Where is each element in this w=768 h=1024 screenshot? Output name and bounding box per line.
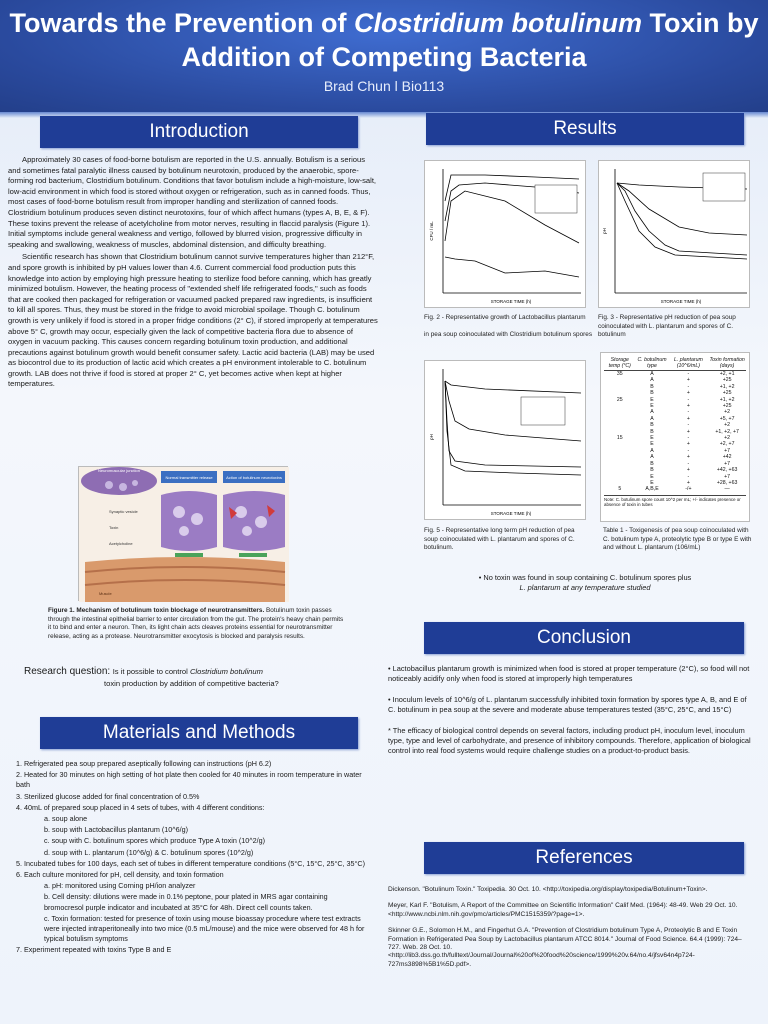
method-substep: c. Toxin formation: tested for presence of toxin using mouse bioassay procedure where test extracts were injected intraperitoneally into two mice (0.5 mL/mouse) and the mice were observed for 48 h for typical botulism symptoms (44, 913, 365, 944)
table-cell: + (686, 428, 690, 435)
fig5-xlabel: STORAGE TIME (h) (490, 511, 532, 516)
research-question-part-1: Is it possible to control (112, 667, 190, 676)
materials-heading: Materials and Methods (40, 717, 358, 749)
table-cell: +42 (722, 454, 732, 461)
method-substep: d. soup with L. plantarum (10^6/g) & C. botulinum spores (10^2/g) (44, 847, 254, 857)
title-part-2: Toxin by (642, 8, 759, 38)
poster-header (0, 0, 768, 112)
method-substep: b. Cell density: dilutions were made in 0.1% peptone, pour plated in MRS agar containing bromocresol purple indicator and incubated at 35°C for 48h. Direct cell counts taken. (44, 892, 328, 912)
table-cell: A (650, 377, 654, 384)
table-cell: E (650, 403, 654, 410)
conclusion-heading: Conclusion (424, 622, 744, 654)
poster-title (0, 0, 768, 74)
table-cell: -/+ (685, 486, 692, 493)
table-cell: E (650, 396, 654, 403)
conclusion-point-3: * The efficacy of biological control depends on several factors, including product pH, inoculum level, inoculum type, type and level of carbohydrate, and presence of inhibitory compounds. Therefore, application of biological control into real food systems would require challenge studies on a product-to-product basis. (388, 725, 751, 756)
table-cell: +1, +2, +7 (715, 428, 739, 435)
label-toxin-action: Action of botulinum neurotoxins (226, 475, 282, 480)
method-substep: c. soup with C. botulinum spores which produce Type A toxin (10^2/g) (44, 836, 265, 846)
table-row (604, 486, 746, 492)
label-normal: Normal transmitter release (165, 475, 213, 480)
table-cell: B (650, 460, 654, 467)
method-step: 6. Each culture monitored for pH, cell density, and toxin formation (16, 870, 224, 880)
conclusion-point-2: • Inoculum levels of 10^6/g of L. plantarum successfully inhibited toxin formation by spores type A, B, and E of C. botulinum in pea soup at the severe and moderate abuse temperatures tested (35°C, 25°C, and 15°C) (388, 694, 747, 715)
introduction-heading: Introduction (40, 116, 358, 148)
table-cell: 5 (618, 486, 622, 493)
fig5-ylabel: pH (429, 434, 434, 440)
table-cell: +25 (722, 377, 732, 384)
table-header-row (604, 356, 746, 371)
table-cell: A (650, 415, 654, 422)
conclusion-body (388, 664, 754, 767)
fig2-xlabel: STORAGE TIME (h) (490, 299, 532, 304)
results-note-line-2: L. plantarum at any temperature studied (519, 583, 651, 592)
introduction-body (8, 155, 378, 392)
method-step: 7. Experiment repeated with toxins Type B and E (16, 945, 172, 955)
method-substep: a. pH: monitored using Corning pH/ion analyzer (44, 881, 196, 891)
method-step: 4. 40mL of prepared soup placed in 4 sets of tubes, with 4 different conditions: (16, 802, 265, 812)
table-cell: 25 (616, 396, 623, 403)
table-cell: - (687, 422, 690, 429)
conclusion-point-1: • Lactobacillus plantarum growth is minimized when food is stored at proper temperature (2°C), so food will not noticeably acidify only when food is stored at improperly high temperatures (388, 664, 750, 684)
intro-paragraph-2: Scientific research has shown that Clostridium botulinum cannot survive temperatures higher than 212°F, and spore growth is inhibited by pH values lower than 4.6. Current commercial food production puts this knowledge into action by employing high pressure heating to sterilize food before canning, which has greatly minimized botulism. However, the heating process of "extended shelf life refrigerated foods," such as foods that are cooked then packaged for refrigeration or vacuumed packed prepared raw ingredients, is insufficient to kill all spores. Thus, they must be stored in the fridge to avoid microbial spoilage. Though C. botulinum growth is very unlikely if food is stored in a proper fridge conditions (2° C), if stored improperly at temperatures above 5° C, growth may occur, especially given the lack of competitive bacteria flora due to absence of oxygen in vacuum packing. This causes concern regarding botulinum toxin production, and additional precautions against botulinum growth would benefit consumer safety. Lactic acid bacteria (LAB) may be used as biocontrol due to its production of lactic acid which creates a pH environment intolerable to C. botulinum growth. LAB does not thrive if food is stored at proper 2° C, yet becomes active when kept at higher temperatures. (8, 252, 378, 389)
fig3-xlabel: STORAGE TIME (h) (660, 299, 702, 304)
method-step: 2. Heated for 30 minutes on high setting of hot plate then cooled for 40 minutes in room temperature in water bath (16, 770, 362, 790)
reference-item: Skinner G.E., Solomon H.M., and Fingerhut G.A. "Prevention of Clostridium botulinum Type A, Proteolytic B and E Toxin Formation in Refrigerated Pea Soup by Lactobacillus plantarum ATCC 8014." Journal of Food Science. 64.4 (1999): 724–727. Web. 28 Oct. 10. <http://lib3.dss.go.th/fulltext/Journal/Journal%20of%20food%20science/1999%20v.64/no.4/jfsv64n4p724-727ms3898%5B1%5D.pdf>. (388, 927, 742, 968)
method-step: 5. Incubated tubes for 100 days, each set of tubes in different temperature conditions (5°C, 15°C, 25°C, 35°C) (16, 858, 365, 868)
table-cell: +7 (724, 460, 731, 467)
figure-5-caption: Fig. 5 - Representative long term pH reduction of pea soup coinoculated with L. plantarum and spores of C. botulinum. (424, 527, 575, 551)
table-cell: B (650, 422, 654, 429)
table-cell: B (650, 467, 654, 474)
title-line-2: Addition of Competing Bacteria (181, 42, 587, 72)
table-cell: A (650, 454, 654, 461)
figure-1-caption-bold: Figure 1. Mechanism of botulinum toxin blockage of neurotransmitters. (48, 607, 265, 614)
figure-1-caption-text: Botulinum toxin passes through the intestinal epithelial barrier to enter circulation from the gut. The protein's heavy chain permits it to bind and enter a neuron. Then, its light chain acts cleaves proteins essential for neurotransmitter release, acting as a protease. Neurotransmitter exocytosis is blocked and paralysis results. (48, 607, 344, 640)
table-cell: +2 (724, 422, 731, 429)
table-header: Storage temp (°C) (604, 356, 636, 371)
table-cell: E (650, 479, 654, 486)
table-cell: +25 (722, 390, 732, 397)
table-cell: - (687, 460, 690, 467)
table-cell: - (687, 396, 690, 403)
table-cell: A (650, 371, 654, 377)
table-cell: + (686, 390, 690, 397)
label-muscle: Muscle (99, 591, 112, 596)
table-cell: B (650, 390, 654, 397)
research-question (24, 665, 364, 690)
table-cell: E (650, 441, 654, 448)
table-1-caption: Table 1 - Toxigenesis of pea soup coinoculated with C. botulinum type A, proteolytic type B or type E with and without L. plantarum (106/mL) (603, 527, 752, 551)
table-header: L. plantarum (10^6/mL) (669, 356, 709, 371)
table-cell: - (687, 447, 690, 454)
table-cell: + (686, 403, 690, 410)
results-heading: Results (426, 113, 744, 145)
table-cell: +7 (724, 473, 731, 480)
table-cell: +28, +63 (716, 479, 738, 486)
table-cell: + (686, 441, 690, 448)
research-question-label: Research question: (24, 666, 111, 677)
table-cell: +2 (724, 409, 731, 416)
table-cell: + (686, 377, 690, 384)
figure-2-caption: Fig. 2 - Representative growth of Lactobacillus plantarum (424, 314, 586, 321)
reference-item: Meyer, Karl F. "Botulism, A Report of the Committee on Scientific Information" Calif Med. (1964): 48-49. Web 29 Oct. 10. <http://www.ncbi.nlm.nih.gov/pmc/articles/PMC1515359/?page=1>. (388, 902, 738, 918)
table-footnote: Note: C. botulinum spore count 10^2 per mL; +/- indicates presence or absence of toxin in tubes (604, 495, 746, 508)
table-cell: +2 (724, 435, 731, 442)
table-cell: +5, +7 (719, 415, 735, 422)
label-synaptic-vesicle: Synaptic vesicle (109, 509, 138, 514)
title-part-1: Towards the Prevention of (9, 8, 355, 38)
research-question-italic: Clostridium botulinum (189, 667, 263, 676)
figure-5-chart (424, 360, 586, 520)
intro-paragraph-1: Approximately 30 cases of food-borne botulism are reported in the U.S. annually. Botulism is a serious and sometimes fatal paralytic illness caused by botulinum neurotoxin, produced by the anaerobic, spore-forming rod bacterium, Clostridium botulinum. Conditions that favor botulism include a high-moisture, low-salt, low-acid environment in which food is stored without oxygen or refrigeration, such as in canned foods. Thus, most cases of food-borne botulism result from improper handling and sterilization of canned foods. Clostridium botulinum produces seven distinct neurotoxins, four of which affect humans (types A, B, E, & F). These toxins prevent the release of acetylcholine from motor nerves, resulting in flaccid paralysis (Figure 1). Initial symptoms include general weakness and vertigo, followed by blurred vision, progressive difficulty in speaking and swallowing, weakness of muscles, abdominal distension, and difficulty breathing. (8, 155, 377, 249)
table-cell: - (687, 409, 690, 416)
figure-3-chart (598, 160, 750, 308)
method-substep: b. soup with Lactobacillus plantarum (10^6/g) (44, 825, 189, 835)
table-header: Toxin formation (days) (709, 357, 745, 369)
method-step: 1. Refrigerated pea soup prepared aseptically following can instructions (pH 6.2) (16, 759, 272, 768)
table-cell: B (650, 428, 654, 435)
table-cell: +1, +2 (719, 396, 735, 403)
results-note (420, 573, 750, 593)
references-heading: References (424, 842, 744, 874)
table-cell: A,B,E (645, 486, 659, 493)
table-row (604, 371, 746, 378)
results-note-line-1: • No toxin was found in soup containing C. botulinum spores plus (478, 573, 692, 582)
table-cell: + (686, 454, 690, 461)
table-cell: +7 (724, 447, 731, 454)
table-cell: - (687, 473, 690, 480)
figure-1-caption (48, 607, 348, 641)
table-cell: B (650, 383, 654, 390)
table-cell: 35 (616, 371, 623, 377)
label-nmj: Neuromuscular junction (97, 468, 141, 473)
table-cell: A (650, 447, 654, 454)
table-cell: + (686, 415, 690, 422)
research-question-line-2: toxin production by addition of competitive bacteria? (104, 679, 279, 688)
table-cell: 15 (616, 435, 623, 442)
table-cell: E (650, 435, 654, 442)
table-cell: +1, +2 (719, 383, 735, 390)
table-1 (600, 352, 750, 522)
table-cell: +2, +1 (719, 371, 735, 377)
table-cell: - (687, 435, 690, 442)
label-acetylcholine: Acetylcholine (109, 541, 133, 546)
label-toxin: Toxin (109, 525, 119, 530)
table-cell: +2, +7 (719, 441, 735, 448)
figure-2-caption-text: in pea soup coinoculated with Clostridium botulinum spores (424, 331, 593, 338)
figure-3-caption: Fig. 3 - Representative pH reduction of pea soup coinoculated with L. plantarum and spores of C. botulinum (598, 314, 736, 338)
table-cell: — (724, 486, 730, 493)
table-cell: - (687, 371, 690, 377)
title-italic: Clostridium botulinum (354, 8, 642, 38)
table-cell: +25 (722, 403, 732, 410)
fig3-ylabel: pH (602, 228, 607, 234)
method-step: 3. Sterilized glucose added for final concentration of 0.5% (16, 791, 200, 801)
fig2-ylabel: CFU / mL (429, 221, 434, 241)
toxigenesis-table (604, 356, 746, 493)
table-body (604, 371, 746, 493)
reference-item: Dickenson. "Botulinum Toxin." Toxipedia. 30 Oct. 10. <http://toxipedia.org/display/toxipedia/Botulinum+Toxin>. (388, 886, 708, 893)
author-line: Brad Chun l Bio113 (323, 78, 445, 94)
references-body (388, 886, 754, 977)
table-cell: + (686, 479, 690, 486)
table-cell: - (687, 383, 690, 390)
table-cell: + (686, 467, 690, 474)
table-header: C. botulinum type (637, 357, 667, 369)
method-substep: a. soup alone (44, 814, 88, 824)
table-cell: E (650, 473, 654, 480)
figure-1-diagram (78, 466, 288, 601)
table-cell: +42, +63 (716, 467, 738, 474)
figure-2-chart (424, 160, 586, 308)
neuromuscular-diagram (79, 467, 289, 602)
table-cell: A (650, 409, 654, 416)
materials-body (16, 759, 368, 957)
methods-list (16, 759, 368, 956)
